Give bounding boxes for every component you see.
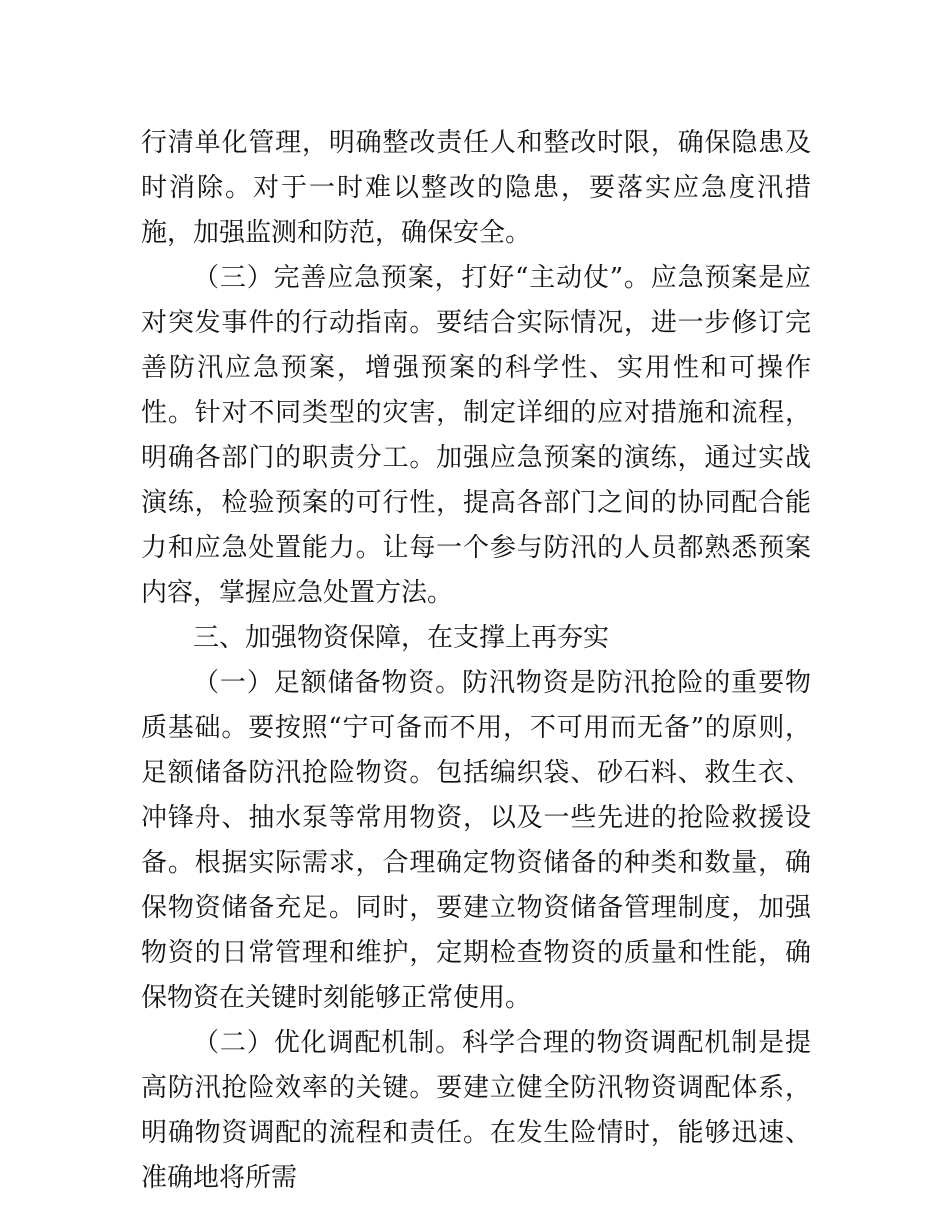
paragraph-allocation-mechanism: （二）优化调配机制。科学合理的物资调配机制是提高防汛抢险效率的关键。要建立健全防汛物资调配体系，明确物资调配的流程和责任。在发生险情时，能够迅速、准确地将所需 [141, 1028, 811, 1193]
document-body [141, 121, 811, 1201]
paragraph-emergency-plan: （三）完善应急预案，打好“主动仗”。应急预案是应对突发事件的行动指南。要结合实际情况，进一步修订完善防汛应急预案，增强预案的科学性、实用性和可操作性。针对不同类型的灾害，制定详细的应对措施和流程，明确各部门的职责分工。加强应急预案的演练，通过实战演练，检验预案的可行性，提高各部门之间的协同配合能力和应急处置能力。让每一个参与防汛的人员都熟悉预案内容，掌握应急处置方法。 [141, 263, 811, 608]
paragraph-material-reserve: （一）足额储备物资。防汛物资是防汛抢险的重要物质基础。要按照“宁可备而不用，不可用而无备”的原则，足额储备防汛抢险物资。包括编织袋、砂石料、救生衣、冲锋舟、抽水泵等常用物资，以及一些先进的抢险救援设备。根据实际需求，合理确定物资储备的种类和数量，确保物资储备充足。同时，要建立物资储备管理制度，加强物资的日常管理和维护，定期检查物资的质量和性能，确保物资在关键时刻能够正常使用。 [141, 668, 811, 1013]
section-heading-material-support: 三、加强物资保障，在支撑上再夯实 [193, 623, 610, 653]
paragraph-continuation: 行清单化管理，明确整改责任人和整改时限，确保隐患及时消除。对于一时难以整改的隐患，要落实应急度汛措施，加强监测和防范，确保安全。 [141, 128, 811, 248]
